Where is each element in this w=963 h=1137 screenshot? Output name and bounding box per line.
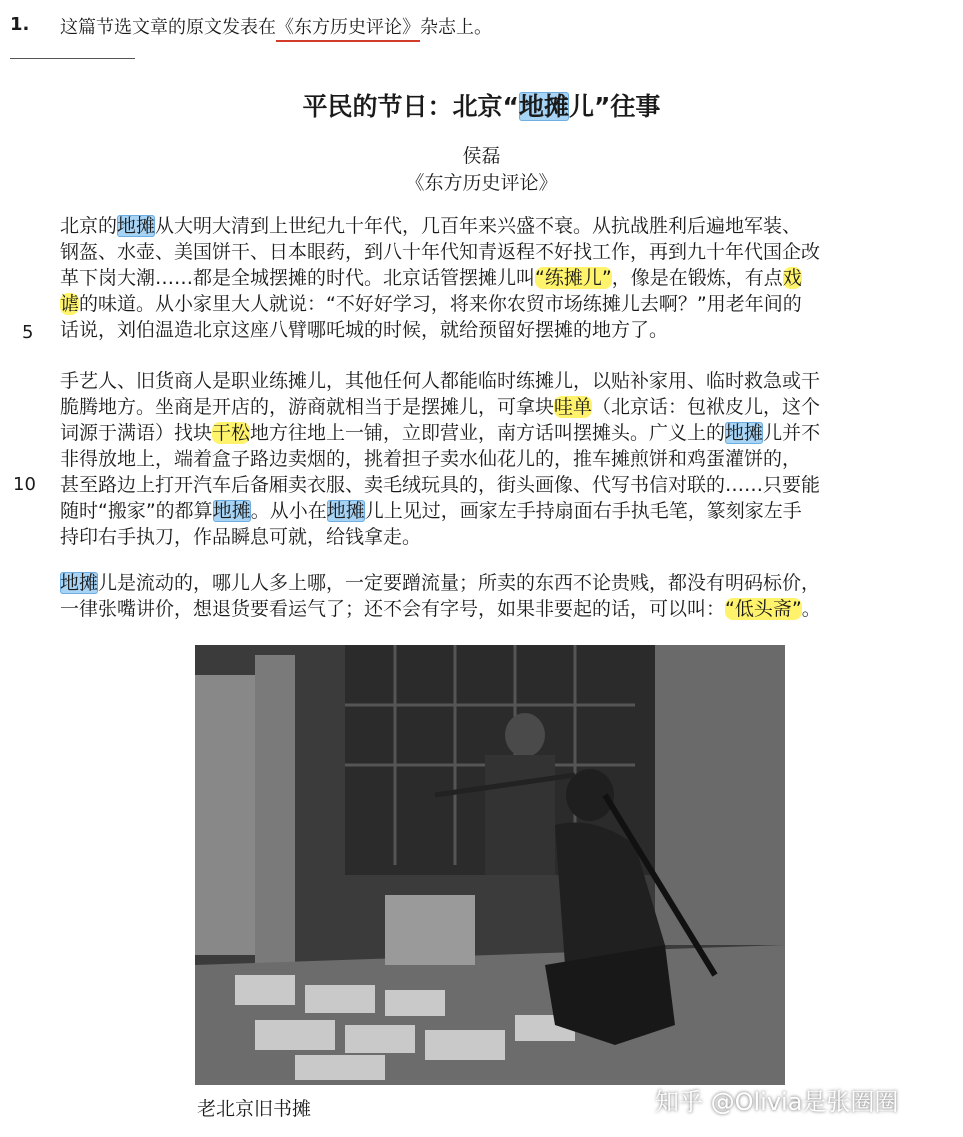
- blue-highlight: 地摊: [725, 422, 764, 444]
- question-underlined-source: 《东方历史评论》: [276, 17, 420, 42]
- photo-illustration: [195, 645, 785, 1085]
- article-title: [0, 87, 963, 123]
- yellow-highlight: 哇单: [554, 396, 593, 418]
- text-run: 一律张嘴讲价，想退货要看运气了；还不会有字号，如果非要起的话，可以叫：: [60, 598, 726, 620]
- text-run: 持印右手执刀，作品瞬息可就，给钱拿走。: [60, 526, 422, 548]
- text-line: [60, 394, 920, 420]
- text-run: 钢盔、水壶、美国饼干、日本眼药，到八十年代知青返程不好找工作，再到九十年代国企改: [60, 241, 821, 263]
- title-part-a: 平民的节日：北京“: [302, 92, 519, 121]
- text-run: 革下岗大潮……都是全城摆摊的时代。北京话管摆摊儿叫: [60, 267, 536, 289]
- text-run: ，像是在锻炼，有点: [611, 267, 783, 289]
- article-source: 《东方历史评论》: [405, 172, 558, 194]
- text-line: [60, 524, 920, 550]
- text-run: 手艺人、旧货商人是职业练摊儿，其他任何人都能临时练摊儿，以贴补家用、临时救急或干: [60, 370, 821, 392]
- text-run: 甚至路边上打开汽车后备厢卖衣服、卖毛绒玩具的，街头画像、代写书信对联的……只要能: [60, 474, 821, 496]
- line-number-10: 10: [13, 474, 36, 495]
- yellow-highlight: “练摊儿”: [535, 267, 612, 289]
- blue-highlight: 地摊: [117, 215, 156, 237]
- text-run: 词源于满语）找块: [60, 422, 213, 444]
- watermark: 知乎 @Olivia是张圈圈: [655, 1088, 899, 1116]
- text-run: 儿是流动的，哪儿人多上哪，一定要蹭流量；所卖的东西不论贵贱，都没有明码标价，: [98, 572, 821, 594]
- question-number: 1.: [10, 14, 30, 35]
- text-run: 儿上见过，画家左手持扇面右手执毛笔，篆刻家左手: [364, 500, 802, 522]
- text-line: [60, 570, 920, 596]
- text-run: 非得放地上，端着盒子路边卖烟的，挑着担子卖水仙花儿的，推车摊煎饼和鸡蛋灌饼的，: [60, 448, 802, 470]
- text-run: 儿并不: [763, 422, 821, 444]
- text-line: [60, 291, 920, 317]
- text-run: 随时“搬家”的都算: [60, 500, 213, 522]
- text-line: [60, 498, 920, 524]
- question-prefix: 这篇节选文章的原文发表在: [60, 17, 276, 38]
- text-run: 从大明大清到上世纪九十年代，几百年来兴盛不衰。从抗战胜利后遍地军装、: [155, 215, 802, 237]
- question-text: [60, 13, 492, 39]
- text-line: [60, 265, 920, 291]
- text-run: 的味道。从小家里大人就说：“不好好学习，将来你农贸市场练摊儿去啊？”用老年间的: [79, 293, 802, 315]
- line-number-5: 5: [22, 322, 34, 343]
- text-line: [60, 213, 920, 239]
- text-run: 脆腾地方。坐商是开店的，游商就相当于是摆摊儿，可拿块: [60, 396, 555, 418]
- text-line: [60, 368, 920, 394]
- text-line: [60, 317, 920, 343]
- text-run: 话说，刘伯温造北京这座八臂哪吒城的时候，就给预留好摆摊的地方了。: [60, 319, 669, 341]
- text-line: [60, 420, 920, 446]
- blue-highlight: 地摊: [212, 500, 251, 522]
- text-run: 。: [801, 598, 821, 620]
- blue-highlight: 地摊: [326, 500, 365, 522]
- text-run: 北京的: [60, 215, 118, 237]
- yellow-highlight: 干松: [212, 422, 251, 444]
- paragraph-1: [60, 213, 920, 343]
- text-line: [60, 446, 920, 472]
- text-run: （北京话：包袱皮儿，这个: [592, 396, 821, 418]
- text-line: [60, 472, 920, 498]
- blue-highlight: 地摊: [60, 572, 99, 594]
- article-author: 侯磊: [462, 145, 501, 167]
- text-line: [60, 596, 920, 622]
- text-run: 地方往地上一铺，立即营业，南方话叫摆摊头。广义上的: [250, 422, 726, 444]
- yellow-highlight: 谑: [60, 293, 80, 315]
- divider: [10, 58, 135, 59]
- paragraph-3: [60, 570, 920, 622]
- title-part-b: 儿”往事: [569, 92, 661, 121]
- question-suffix: 杂志上。: [420, 17, 492, 38]
- book-stall-photo: [195, 645, 785, 1085]
- paragraph-2: [60, 368, 920, 550]
- title-highlight: 地摊: [518, 92, 569, 121]
- text-line: [60, 239, 920, 265]
- text-run: 。从小在: [250, 500, 327, 522]
- yellow-highlight: 戏: [782, 267, 802, 289]
- yellow-highlight: “低头斋”: [725, 598, 802, 620]
- photo-caption: 老北京旧书摊: [197, 1098, 312, 1120]
